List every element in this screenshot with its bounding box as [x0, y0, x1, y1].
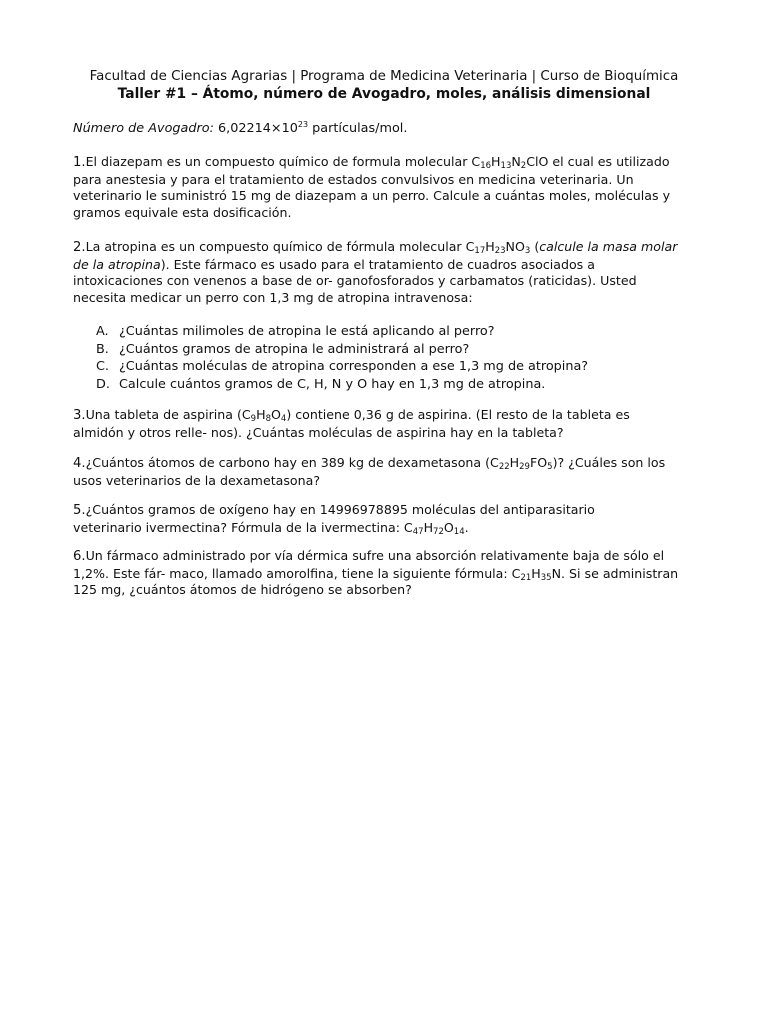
question-text-italic: de la atropina: [73, 256, 161, 272]
subscript: 16: [480, 161, 492, 171]
question-text: 125 mg, ¿cuántos átomos de hidrógeno se absorben?: [73, 582, 412, 597]
question-4: [73, 455, 694, 489]
subscript: 22: [498, 462, 510, 472]
document-title: Taller #1 – Átomo, número de Avogadro, moles, análisis dimensional: [117, 86, 651, 102]
question-text: veterinario le suministró 15 mg de diazepam a un perro. Calcule a cuántas moles, moléculas y: [73, 188, 671, 203]
question-text: ¿Cuántos átomos de carbono hay en 389 kg de dexametasona (C: [85, 455, 499, 470]
question-6: [73, 548, 694, 599]
avogadro-constant: [73, 121, 407, 137]
list-item: [96, 341, 588, 359]
question-text: O: [443, 519, 454, 535]
question-text: Una tableta de aspirina (C: [85, 407, 251, 422]
question-text: H: [485, 239, 495, 254]
question-number: 3.: [73, 408, 86, 423]
question-2: [73, 239, 694, 306]
subscript: 35: [540, 572, 552, 583]
item-text: Calcule cuántos gramos de C, H, N y O hay en 1,3 mg de atropina.: [119, 376, 546, 392]
item-letter: A.: [96, 324, 109, 339]
subscript: 5: [547, 462, 553, 472]
question-2-subitems: [96, 323, 588, 393]
subscript: 23: [494, 246, 506, 256]
subscript: 72: [433, 526, 444, 537]
question-text: H: [423, 519, 434, 535]
subscript: 2: [520, 161, 527, 171]
item-text: ¿Cuántas moléculas de atropina corresponden a ese 1,3 mg de atropina?: [119, 359, 589, 374]
question-text: H: [491, 154, 501, 169]
item-letter: B.: [96, 341, 109, 357]
subscript: 29: [519, 462, 530, 472]
question-3: [73, 407, 694, 441]
question-text: usos veterinarios de la dexametasona?: [73, 472, 320, 488]
question-text: ClO el cual es utilizado: [526, 154, 670, 169]
question-text: ) contiene 0,36 g de aspirina. (El resto de la tableta es: [286, 407, 630, 422]
avogadro-label: Número de Avogadro:: [73, 121, 214, 136]
question-1: [73, 154, 694, 221]
list-item: [96, 323, 588, 341]
question-text: .: [464, 519, 469, 535]
question-number: 2.: [73, 240, 86, 255]
item-text: ¿Cuántas milimoles de atropina le está aplicando al perro?: [119, 324, 495, 339]
question-5: [73, 502, 694, 536]
question-text: H: [509, 455, 520, 470]
subscript: 13: [500, 161, 512, 171]
question-text: N: [511, 154, 521, 169]
subscript: 21: [520, 572, 532, 583]
avogadro-unit: partículas/mol.: [308, 121, 408, 136]
question-text: Un fármaco administrado por vía dérmica sufre una absorción relativamente baja de sólo el: [85, 548, 665, 563]
question-text: H: [531, 565, 541, 581]
question-text: intoxicaciones con venenos a base de or- ganofosforados y carbamatos (raticidas). Usted: [73, 273, 637, 288]
avogadro-exponent: 23: [297, 120, 309, 129]
question-text: veterinario ivermectina? Fórmula de la ivermectina: C: [73, 519, 413, 535]
question-text: O: [271, 407, 281, 422]
subscript: 4: [280, 414, 287, 424]
question-text-italic: calcule la masa molar: [539, 239, 678, 254]
question-number: 1.: [73, 155, 86, 170]
question-text: necesita medicar un perro con 1,3 mg de atropina intravenosa:: [73, 289, 473, 305]
question-text: N. Si se administran: [551, 565, 679, 581]
document-header: Facultad de Ciencias Agrarias | Programa de Medicina Veterinaria | Curso de Bioquímica: [89, 69, 679, 84]
subscript: 3: [524, 246, 531, 256]
question-text: FO: [529, 455, 548, 470]
question-text: )? ¿Cuáles son los: [552, 455, 666, 470]
subscript: 9: [250, 414, 257, 424]
question-text: La atropina es un compuesto químico de fórmula molecular C: [85, 239, 475, 254]
question-number: 6.: [73, 549, 86, 564]
item-letter: C.: [96, 359, 110, 374]
question-text: El diazepam es un compuesto químico de formula molecular C: [85, 154, 481, 169]
question-text: para anestesia y para el tratamiento de estados convulsivos en medicina veterinaria. Un: [73, 171, 634, 187]
question-number: 4.: [73, 456, 86, 471]
item-text: ¿Cuántos gramos de atropina le administrará al perro?: [119, 341, 470, 357]
list-item: [96, 376, 588, 394]
avogadro-value: 6,02214×10: [217, 121, 298, 136]
question-text: ). Este fármaco es usado para el tratamiento de cuadros asociados a: [160, 256, 595, 272]
question-text: H: [256, 407, 266, 422]
question-text: ¿Cuántos gramos de oxígeno hay en 14996978895 moléculas del antiparasitario: [85, 502, 595, 517]
question-text: NO: [505, 239, 525, 254]
item-letter: D.: [96, 376, 110, 392]
question-text: 1,2%. Este fár- maco, llamado amorolfina, tiene la siguiente fórmula: C: [73, 565, 521, 581]
subscript: 14: [453, 526, 465, 537]
question-text: gramos equivale esta dosificación.: [73, 204, 292, 220]
subscript: 8: [265, 414, 271, 424]
subscript: 17: [474, 246, 486, 256]
question-text: almidón y otros relle- nos). ¿Cuántas moléculas de aspirina hay en la tableta?: [73, 424, 564, 440]
question-text: (: [530, 239, 540, 254]
question-number: 5.: [73, 503, 86, 518]
list-item: [96, 358, 588, 376]
subscript: 47: [412, 526, 424, 537]
